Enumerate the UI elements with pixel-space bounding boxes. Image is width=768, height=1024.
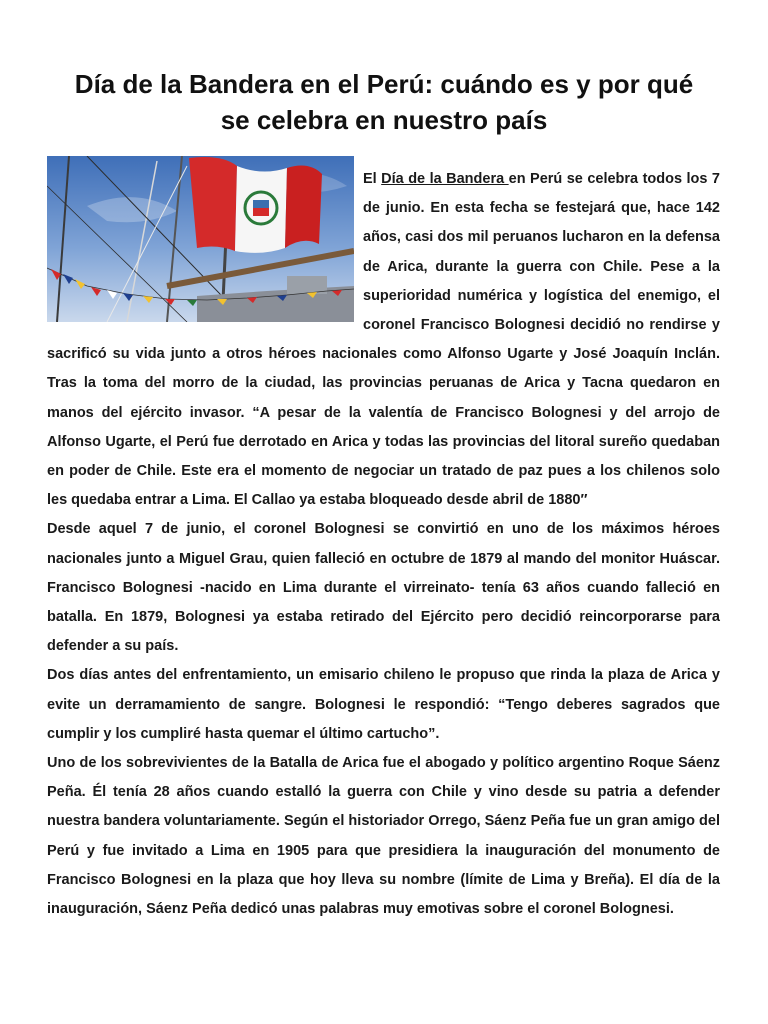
title-line-1: Día de la Bandera en el Perú: cuándo es y por qué	[74, 69, 694, 99]
title-line-2: se celebra en nuestro país	[220, 105, 548, 135]
p1-text: en Perú se celebra todos los 7 de junio. En esta fecha se festejará que, hace 142 años, casi dos mil peruanos lucharon en la defensa de Arica, durante la guerra con Chile. Pese a la superioridad numérica y logística del enemigo, el coronel Francisco Bolognesi decidió no rendirse y sacrificó su vida junto a otros héroes nacionales como Alfonso Ugarte y José Joaquín Inclán. Tras la toma del morro de la ciudad, las provincias peruanas de Arica y Tacna quedaron en manos del ejército invasor. “A pesar de la valentía de Francisco Bolognesi y del arrojo de Alfonso Ugarte, el Perú fue derrotado en Arica y todas las provincias del litoral sureño quedaban en poder de Chile. Este era el momento de negociar un tratado de paz pues a los chilenos solo les quedaba entrar a Lima. El Callao ya estaba bloqueado desde abril de 1880″	[47, 171, 720, 509]
dia-de-la-bandera-link[interactable]: Día de la Bandera	[381, 171, 509, 187]
p1-lead: El	[363, 171, 382, 187]
article-body	[47, 165, 720, 924]
image-spacer	[47, 165, 363, 339]
paragraph-2: Desde aquel 7 de junio, el coronel Bolognesi se convirtió en uno de los máximos héroes nacionales junto a Miguel Grau, quien falleció en octubre de 1879 al mando del monitor Huáscar. Francisco Bolognesi -nacido en Lima durante el virreinato- tenía 63 años cuando falleció en batalla. En 1879, Bolognesi ya estaba retirado del Ejército pero decidió reincorporarse para defender a su país.	[47, 521, 720, 655]
paragraph-3: Dos días antes del enfrentamiento, un emisario chileno le propuso que rinda la plaza de Arica y evite un derramamiento de sangre. Bolognesi le respondió: “Tengo deberes sagrados que cumplir y los cumpliré hasta quemar el último cartucho”.	[47, 667, 720, 742]
paragraph-4: Uno de los sobrevivientes de la Batalla de Arica fue el abogado y político argentino Roque Sáenz Peña. Él tenía 28 años cuando estalló la guerra con Chile y vino desde su patria a defender nuestra bandera voluntariamente. Según el historiador Orrego, Sáenz Peña fue un gran amigo del Perú y fue invitado a Lima en 1905 para que presidiera la inauguración del monumento de Francisco Bolognesi en la plaza que hoy lleva su nombre (límite de Lima y Breña). El día de la inauguración, Sáenz Peña dedicó unas palabras muy emotivas sobre el coronel Bolognesi.	[47, 755, 720, 918]
article-title	[40, 66, 728, 138]
